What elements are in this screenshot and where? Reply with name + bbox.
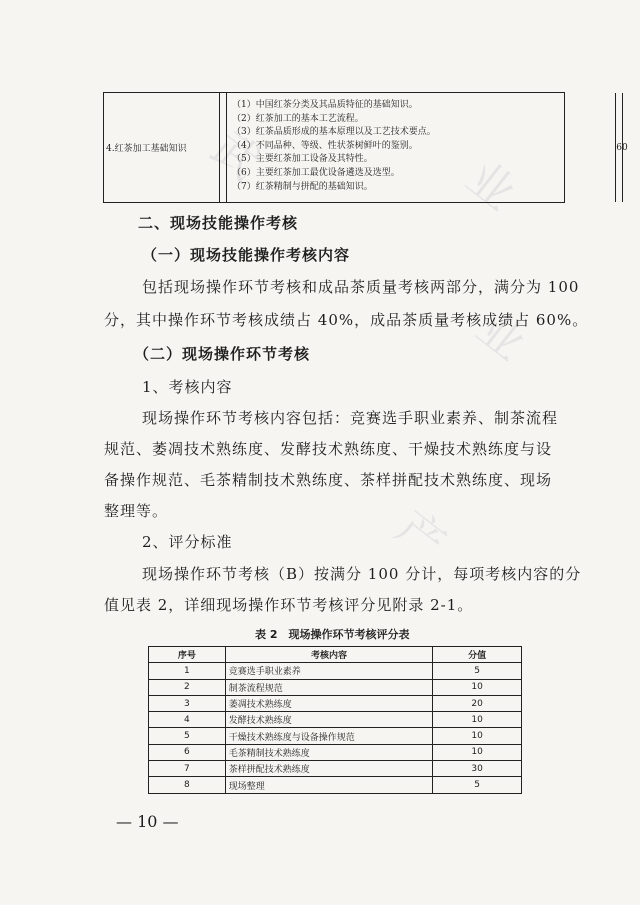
cell-score: 10	[433, 728, 522, 744]
list-item: （7）红茶精制与拼配的基础知识。	[232, 181, 373, 192]
cell-index: 3	[149, 695, 226, 711]
cell-score: 20	[433, 695, 522, 711]
list-item: （1）中国红茶分类及其品质特征的基础知识。	[232, 100, 418, 110]
cell-index: 5	[149, 728, 226, 744]
subsection-heading: （一）现场技能操作考核内容	[142, 246, 351, 264]
paragraph-line: 整理等。	[104, 502, 169, 520]
table-row	[149, 744, 522, 760]
list-item: （4）不同品种、等级、性状茶树鲜叶的鉴别。	[232, 140, 418, 151]
table-row	[149, 712, 522, 728]
item-heading: 2、评分标准	[142, 533, 233, 551]
paragraph-line: 现场操作环节考核内容包括：竞赛选手职业素养、制茶流程	[142, 409, 559, 427]
watermark: 业	[466, 299, 536, 371]
table-header-row	[149, 647, 522, 663]
items-cell	[226, 93, 616, 202]
cell-score: 5	[433, 777, 522, 793]
table-row	[149, 679, 522, 695]
cell-index: 8	[149, 777, 226, 793]
cell-index: 2	[149, 679, 226, 695]
list-item: （6）主要红茶加工最优设备遴选及选型。	[232, 167, 400, 178]
paragraph-line: 分，其中操作环节考核成绩占 40%，成品茶质量考核成绩占 60%。	[104, 311, 589, 329]
cell-score: 30	[433, 761, 522, 777]
table-row	[149, 728, 522, 744]
cell-content: 制茶流程规范	[225, 679, 432, 695]
table-row	[149, 761, 522, 777]
table-row	[149, 777, 522, 793]
score-table	[148, 646, 522, 794]
cell-content: 萎凋技术熟练度	[225, 695, 432, 711]
cell-score: 10	[433, 744, 522, 760]
header-cell: 考核内容	[225, 647, 432, 663]
header-cell: 分值	[433, 647, 522, 663]
cell-score: 5	[433, 663, 522, 679]
table-row	[149, 695, 522, 711]
cell-index: 7	[149, 761, 226, 777]
page-number: — 10 —	[116, 812, 179, 831]
cell-content: 毛茶精制技术熟练度	[225, 744, 432, 760]
paragraph-line: 现场操作环节考核（B）按满分 100 分计，每项考核内容的分	[142, 565, 582, 583]
watermark: 业	[456, 149, 526, 221]
cell-index: 4	[149, 712, 226, 728]
knowledge-table: 4.红茶加工基础知识 （1）中国红茶分类及其品质特征的基础知识。 （2）红茶加工的基本工艺流程。 （3）红茶品质形成的基本原理以及工艺技术要点。 （4）不同品种、等级、性状茶树鲜叶的鉴别。 （5）主要红茶加工设备及其特性。 （6）主要红茶加工最优设备遴选及选型。 （7）红茶精制与拼配的基础知识。 60	[103, 92, 565, 203]
cell-content: 发酵技术熟练度	[225, 712, 432, 728]
header-cell: 序号	[149, 647, 226, 663]
paragraph-line: 规范、萎凋技术熟练度、发酵技术熟练度、干燥技术熟练度与设	[104, 440, 553, 458]
list-item: （5）主要红茶加工设备及其特性。	[232, 154, 373, 165]
item-heading: 1、考核内容	[142, 378, 233, 396]
section-heading: 二、现场技能操作考核	[138, 214, 299, 232]
cell-content: 干燥技术熟练度与设备操作规范	[225, 728, 432, 744]
table-caption: 表 2 现场操作环节考核评分表	[255, 628, 410, 641]
cell-content: 竞赛选手职业素养	[225, 663, 432, 679]
cell-score: 10	[433, 679, 522, 695]
watermark: 产	[386, 499, 456, 571]
category-cell: 4.红茶加工基础知识	[104, 93, 220, 202]
cell-content: 茶样拼配技术熟练度	[225, 761, 432, 777]
watermark: 武	[201, 119, 271, 191]
paragraph-line: 包括现场操作环节考核和成品茶质量考核两部分，满分为 100	[142, 278, 580, 296]
cell-score: 10	[433, 712, 522, 728]
paragraph-line: 值见表 2，详细现场操作环节考核评分见附录 2-1。	[104, 596, 474, 614]
paragraph-line: 备操作规范、毛茶精制技术熟练度、茶样拼配技术熟练度、现场	[104, 471, 553, 489]
cell-content: 现场整理	[225, 777, 432, 793]
table-row	[149, 663, 522, 679]
subsection-heading: （二）现场操作环节考核	[134, 345, 311, 363]
cell-index: 1	[149, 663, 226, 679]
cell-index: 6	[149, 744, 226, 760]
list-item: （2）红茶加工的基本工艺流程。	[232, 113, 364, 124]
list-item: （3）红茶品质形成的基本原理以及工艺技术要点。	[232, 127, 436, 138]
